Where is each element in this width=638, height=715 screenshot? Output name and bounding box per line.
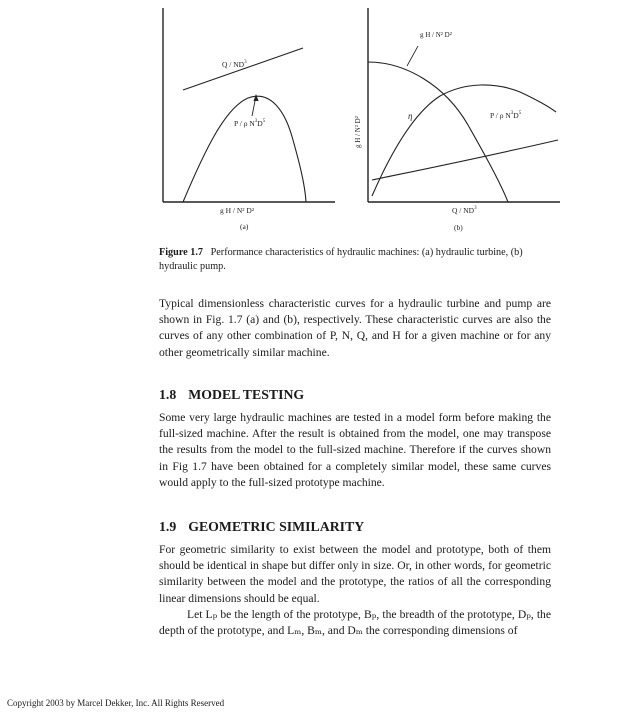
panel-a-arrow-head [254,94,259,101]
panel-b-power-curve [372,140,558,180]
panel-b-head-label: g H / N² D² [420,31,452,39]
figure-caption [159,246,551,274]
panel-b-head-curve [368,62,508,202]
figure-caption-label: Figure 1.7 [159,247,203,258]
figure-1-7 [150,0,570,240]
section-1-9-number: 1.9 [159,519,177,534]
section-1-9-paragraph-2: Let Lₚ be the length of the prototype, Bₚ, the breadth of the prototype, Dₚ, the depth of the prototype, and Lₘ, Bₘ, and Dₘ the corresponding dimensions of [159,607,551,638]
panel-b-x-label: Q / $ND^3$ [452,206,477,215]
panel-a-p-label: P / ρ $N^3D^5$ [234,119,266,128]
section-1-9-paragraph-1: For geometric similarity to exist between the model and prototype, both of them should be identical in shape but differ only in size. Or, in other words, for geometric similarity between the model and the prototype, the ratios of all the corresponding linear dimensions should be equal. [159,543,551,605]
panel-a-p-curve [183,96,306,202]
panel-b-axes [368,8,560,202]
panel-b-head-leader [407,46,418,66]
panel-b-efficiency-curve [372,85,556,196]
panel-b-y-label: g H / N² D² [354,116,362,148]
panel-a-x-label: g H / N² D² [220,206,255,215]
section-1-9-heading [159,519,364,535]
panel-a-axes [163,8,335,202]
figure-caption-text: Performance characteristics of hydraulic machines: (a) hydraulic turbine, (b) hydraulic pump. [159,247,523,272]
intro-paragraph: Typical dimensionless characteristic curves for a hydraulic turbine and pump are shown in Fig. 1.7 (a) and (b), respectively. These characteristic curves are also the curves of any other combination of P, N, Q, and H for a given machine or for any other geometrically similar machine. [159,297,551,359]
panel-b-panel-label: (b) [454,223,463,232]
panel-a-q-label: Q / $ND^3$ [222,60,247,69]
panel-b-eta-label: η [408,111,413,121]
section-1-8-title: MODEL TESTING [188,387,305,402]
section-1-8-heading [159,387,304,403]
section-1-8-body: Some very large hydraulic machines are tested in a model form before making the full-sized machine. After the result is obtained from the model, one may transpose the results from the model to the full-sized machine. Therefore if the curves shown in Fig 1.7 have been obtained for a completely similar model, these same curves would apply to the full-sized prototype machine. [159,411,551,489]
panel-a-q-curve [183,48,303,90]
copyright-notice: Copyright 2003 by Marcel Dekker, Inc. All Rights Reserved [7,698,225,708]
section-1-8-number: 1.8 [159,387,177,402]
panel-b-power-label: P / ρ $N^3D^5$ [490,111,522,120]
panel-a-panel-label: (a) [240,222,249,231]
section-1-9-body [159,542,551,639]
section-1-9-title: GEOMETRIC SIMILARITY [188,519,365,534]
